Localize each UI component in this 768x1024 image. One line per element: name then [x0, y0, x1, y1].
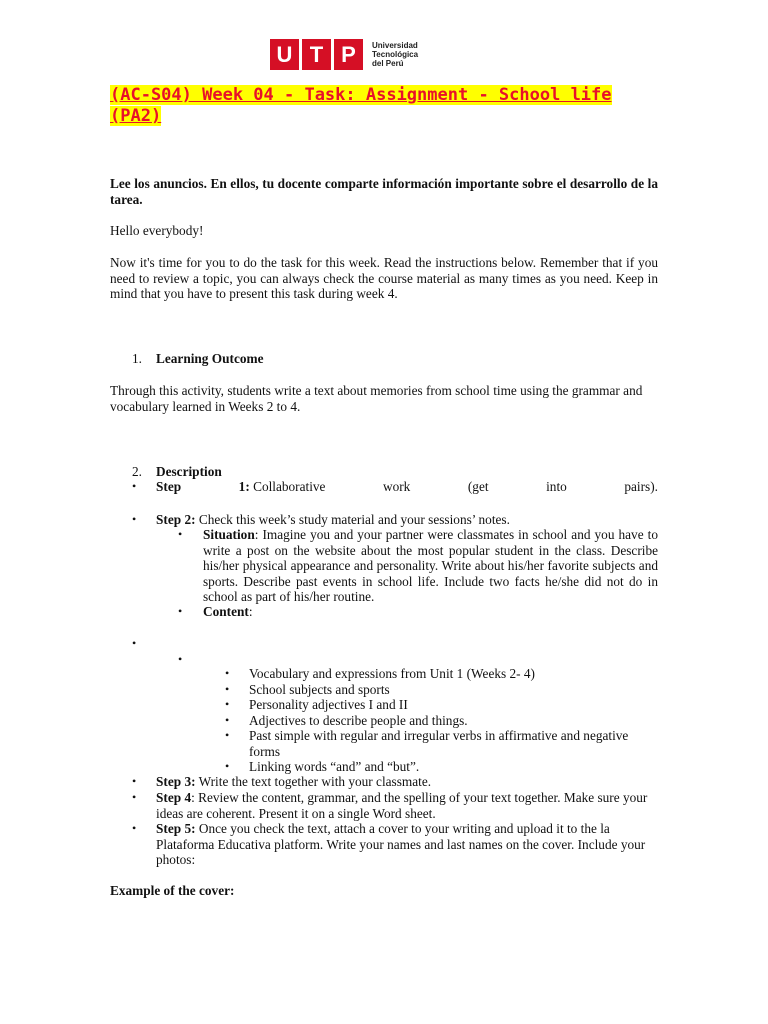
bullet-icon: • [225, 713, 230, 727]
intro-paragraph: Now it's time for you to do the task for this week. Read the instructions below. Remember that if you need to review a topic, you can always check the course material as many times as you need. Keep in mind that you have to present this task during week 4. [110, 255, 658, 302]
step-2: Step 2: Check this week’s study material and your sessions’ notes. [156, 512, 510, 527]
utp-logo [270, 38, 418, 71]
step-4: Step 4: Review the content, grammar, and the spelling of your text together. Make sure your ideas are coherent. Present it on a single Word sheet. [156, 790, 648, 821]
empty-bullet-icon: • [132, 636, 137, 650]
bullet-icon: • [225, 759, 230, 773]
bullet-icon: • [178, 527, 183, 541]
bullet-icon: • [132, 821, 137, 835]
bullet-icon: • [132, 774, 137, 788]
content-item: Adjectives to describe people and things. [249, 713, 468, 728]
bullet-icon: • [132, 790, 137, 804]
bullet-icon: • [132, 512, 137, 526]
content-label: Content: [203, 604, 253, 619]
bullet-icon: • [132, 479, 137, 493]
content-item: Personality adjectives I and II [249, 697, 408, 712]
logo-university-name: Universidad Tecnológica del Perú [372, 41, 419, 68]
bullet-icon: • [225, 697, 230, 711]
content-item: Linking words “and” and “but”. [249, 759, 420, 774]
greeting: Hello everybody! [110, 223, 204, 238]
learning-outcome-text: Through this activity, students write a text about memories from school time using the grammar and vocabulary learned in Weeks 2 to 4. [110, 383, 643, 414]
step-1: Step 1: Collaborative work (get into pairs). [156, 479, 658, 494]
step-5: Step 5: Once you check the text, attach a cover to your writing and upload it to the la Plataforma Educativa platform. Write your names and last names on the cover. Include your photos: [156, 821, 646, 868]
content-item: School subjects and sports [249, 682, 390, 697]
announcement-instruction: Lee los anuncios. En ellos, tu docente comparte información importante sobre el desarrollo de la tarea. [110, 176, 658, 207]
logo-letter-u: U [270, 39, 299, 70]
section-learning-outcome-heading: 1. Learning Outcome [132, 351, 264, 366]
situation-paragraph: Situation: Imagine you and your partner were classmates in school and you have to write a post on the website about the most popular student in the class. Describe his/her physical appearance and personality. Write about his/her favorite subjects and sports. Describe past events in school life. Include two facts he/she did not do in school as part of his/her routine. [203, 527, 658, 605]
content-item: Past simple with regular and irregular verbs in affirmative and negative forms [249, 728, 629, 759]
bullet-icon: • [225, 666, 230, 680]
example-cover-heading: Example of the cover: [110, 883, 235, 898]
logo-letter-t: T [302, 39, 331, 70]
step-3: Step 3: Write the text together with your classmate. [156, 774, 432, 789]
logo-letter-p: P [334, 39, 363, 70]
empty-bullet-icon: • [178, 652, 183, 666]
bullet-icon: • [225, 728, 230, 742]
bullet-icon: • [178, 604, 183, 618]
assignment-title: (AC-S04) Week 04 - Task: Assignment - School life (PA2) [110, 85, 612, 126]
section-description-heading: 2. Description [132, 464, 222, 479]
content-item: Vocabulary and expressions from Unit 1 (Weeks 2- 4) [249, 666, 535, 681]
bullet-icon: • [225, 682, 230, 696]
